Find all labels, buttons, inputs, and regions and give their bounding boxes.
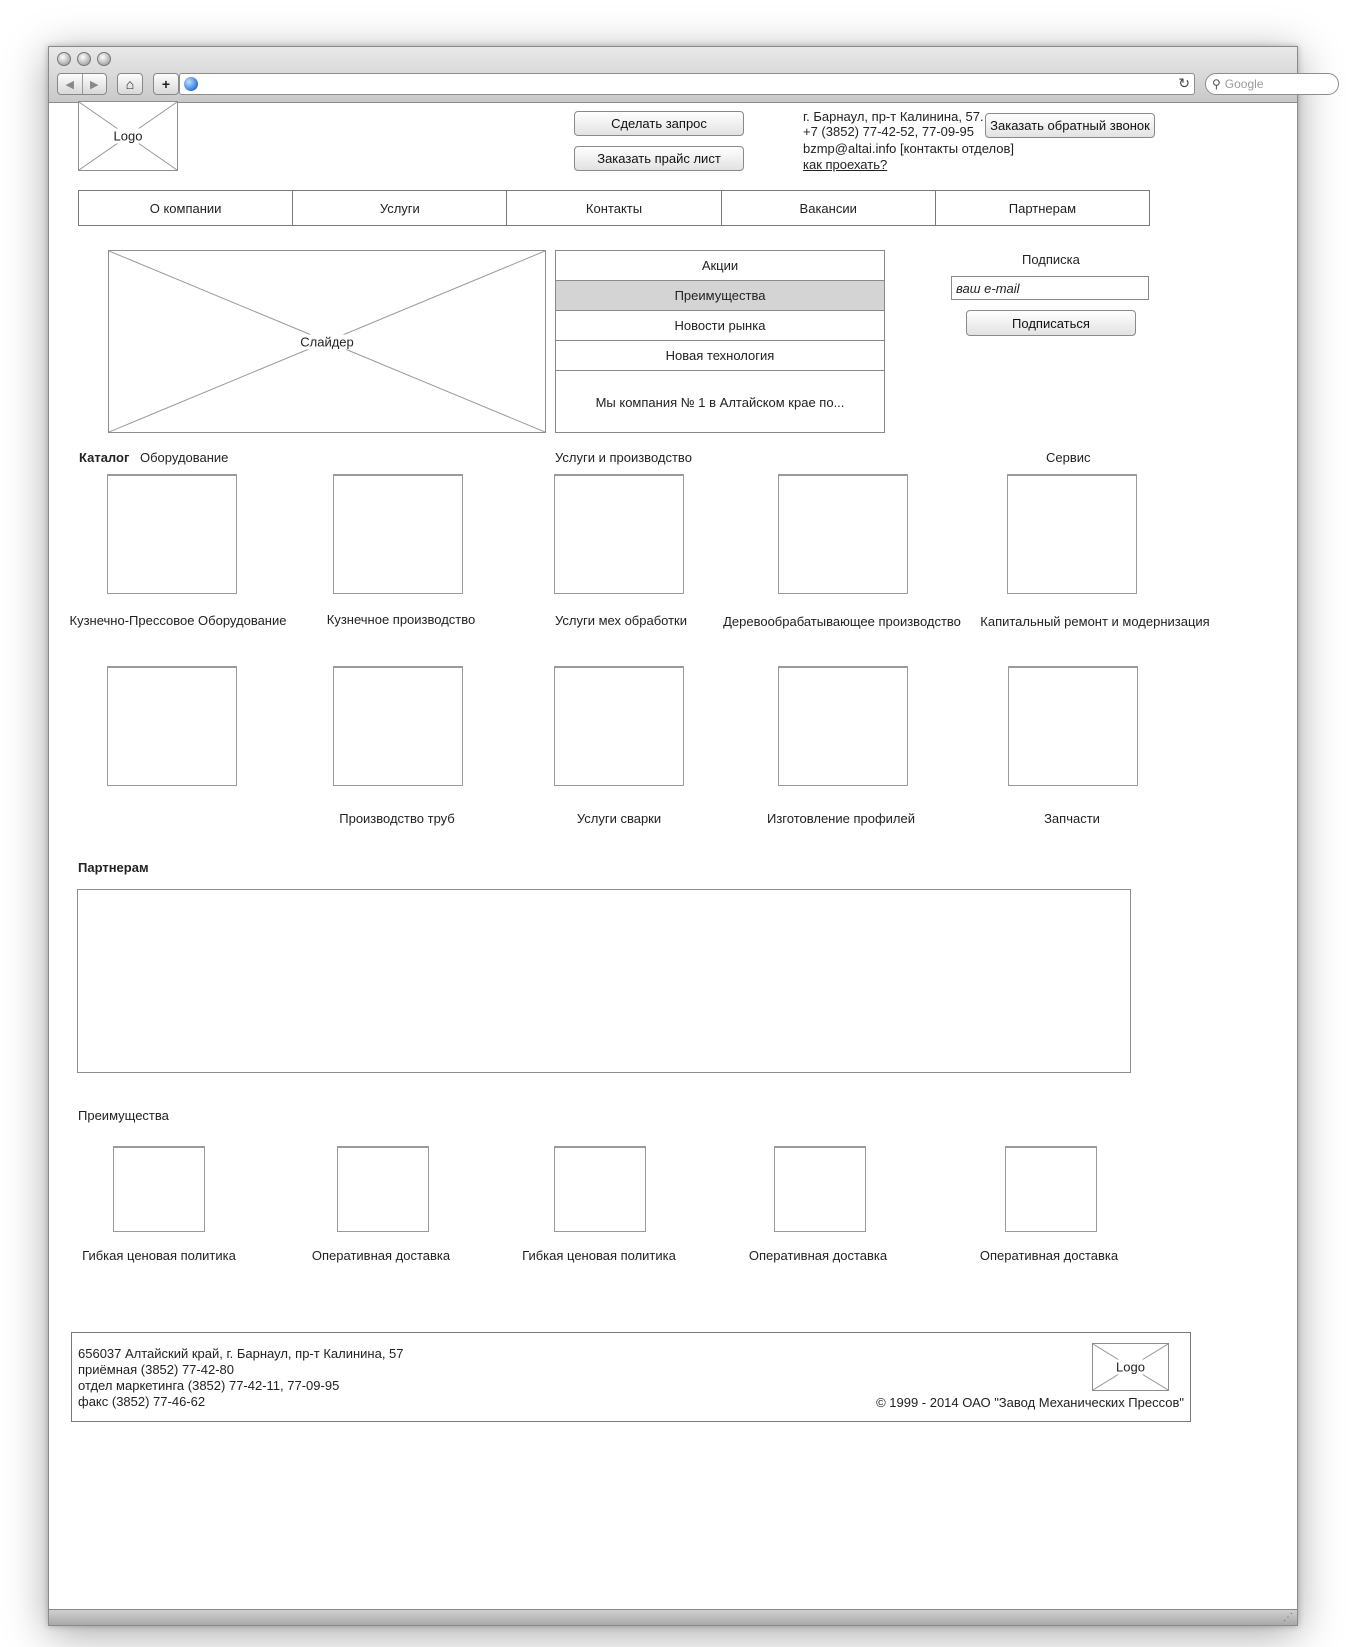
advantage-caption-2: Оперативная доставка [311,1248,451,1263]
header-email[interactable]: bzmp@altai.info [контакты отделов] [803,141,1014,156]
minimize-window-icon[interactable] [77,52,91,66]
nav-item-vacancies[interactable]: Вакансии [722,191,936,225]
advantage-caption-5: Оперативная доставка [979,1248,1119,1263]
status-bar [49,1609,1297,1625]
header-phones: +7 (3852) 77-42-52, 77-09-95 [803,124,974,139]
forward-arrow-icon[interactable]: ▶ [90,78,99,91]
nav-item-services[interactable]: Услуги [293,191,507,225]
catalog-section-equipment[interactable]: Оборудование [140,450,229,465]
footer-reception: приёмная (3852) 77-42-80 [78,1362,234,1377]
add-bookmark-icon[interactable]: + [153,73,179,95]
catalog-caption-2[interactable]: Кузнечное производство [326,612,476,627]
address-bar[interactable] [179,73,1195,95]
footer-logo[interactable] [1092,1343,1169,1391]
catalog-caption-9[interactable]: Изготовление профилей [767,811,915,826]
slider-label: Слайдер [300,334,354,349]
footer-marketing: отдел маркетинга (3852) 77-42-11, 77-09-95 [78,1378,340,1393]
footer [71,1332,1191,1422]
header-address: г. Барнаул, пр-т Калинина, 57. [803,109,984,124]
search-icon: ⚲ [1212,77,1221,91]
catalog-image-9[interactable] [778,666,908,786]
advantage-image-1 [113,1146,205,1232]
catalog-caption-7[interactable]: Производство труб [339,811,455,826]
catalog-caption-4[interactable]: Деревообрабатывающее производство [723,614,961,629]
subscribe-title: Подписка [1022,252,1080,267]
advantage-image-2 [337,1146,429,1232]
reload-icon[interactable]: ↻ [1178,75,1190,91]
header-logo[interactable] [78,101,178,171]
catalog-image-7[interactable] [333,666,463,786]
advantages-title: Преимущества [78,1108,169,1123]
footer-logo-label: Logo [1116,1359,1145,1375]
catalog-image-10[interactable] [1008,666,1138,786]
search-placeholder: Google [1224,77,1264,91]
advantage-caption-3: Гибкая ценовая политика [522,1248,676,1263]
logo-label: Logo [113,128,143,144]
order-callback-button[interactable]: Заказать обратный звонок [985,113,1155,138]
back-arrow-icon[interactable]: ◀ [58,74,83,94]
catalog-caption-1[interactable]: Кузнечно-Прессовое Оборудование [69,613,287,628]
catalog-image-2[interactable] [333,474,463,594]
catalog-caption-8[interactable]: Услуги сварки [576,811,662,826]
directions-link[interactable]: как проехать? [803,157,888,172]
catalog-section-service[interactable]: Сервис [1046,450,1091,465]
close-window-icon[interactable] [57,52,71,66]
advantage-caption-4: Оперативная доставка [748,1248,888,1263]
footer-address: 656037 Алтайский край, г. Барнаул, пр-т Калинина, 57 [78,1346,404,1361]
info-tabs [555,250,885,433]
browser-window [48,46,1298,1626]
catalog-caption-5[interactable]: Капитальный ремонт и модернизация [980,614,1210,629]
order-pricelist-button[interactable]: Заказать прайс лист [574,146,744,171]
tab-market-news[interactable]: Новости рынка [556,311,884,341]
main-nav [78,190,1150,226]
advantage-image-3 [554,1146,646,1232]
subscribe-button[interactable]: Подписаться [966,310,1136,336]
catalog-image-3[interactable] [554,474,684,594]
history-buttons [57,73,107,95]
catalog-image-8[interactable] [554,666,684,786]
slider[interactable] [108,250,546,433]
nav-item-contacts[interactable]: Контакты [507,191,721,225]
tab-promotions[interactable]: Акции [556,251,884,281]
catalog-image-1[interactable] [107,474,237,594]
catalog-title: Каталог [79,450,130,465]
page-content [49,103,1297,1603]
tab-content-text: Мы компания № 1 в Алтайском крае по... [595,394,845,410]
catalog-image-6[interactable] [107,666,237,786]
tab-new-technology[interactable]: Новая технология [556,341,884,371]
browser-search-field[interactable] [1205,73,1339,95]
resize-grip-icon[interactable]: ⋰ [1283,1612,1293,1623]
nav-item-about[interactable]: О компании [79,191,293,225]
advantage-image-5 [1005,1146,1097,1232]
subscribe-email-input[interactable]: ваш e-mail [951,276,1149,300]
advantage-caption-1: Гибкая ценовая политика [82,1248,236,1263]
nav-item-partners[interactable]: Партнерам [1008,200,1077,216]
catalog-image-5[interactable] [1007,474,1137,594]
zoom-window-icon[interactable] [97,52,111,66]
catalog-section-services[interactable]: Услуги и производство [555,450,692,465]
advantage-image-4 [774,1146,866,1232]
globe-icon [184,77,198,91]
partners-area [77,889,1131,1073]
browser-toolbar [49,47,1297,103]
partners-title: Партнерам [78,860,149,875]
footer-fax: факс (3852) 77-46-62 [78,1394,206,1409]
catalog-caption-10[interactable]: Запчасти [1044,811,1100,826]
catalog-caption-3[interactable]: Услуги мех обработки [554,613,688,628]
tab-advantages[interactable]: Преимущества [556,281,884,311]
catalog-image-4[interactable] [778,474,908,594]
make-request-button[interactable]: Сделать запрос [574,111,744,136]
home-icon[interactable]: ⌂ [117,73,143,95]
footer-copyright: © 1999 - 2014 ОАО "Завод Механических Прессов" [876,1395,1184,1410]
